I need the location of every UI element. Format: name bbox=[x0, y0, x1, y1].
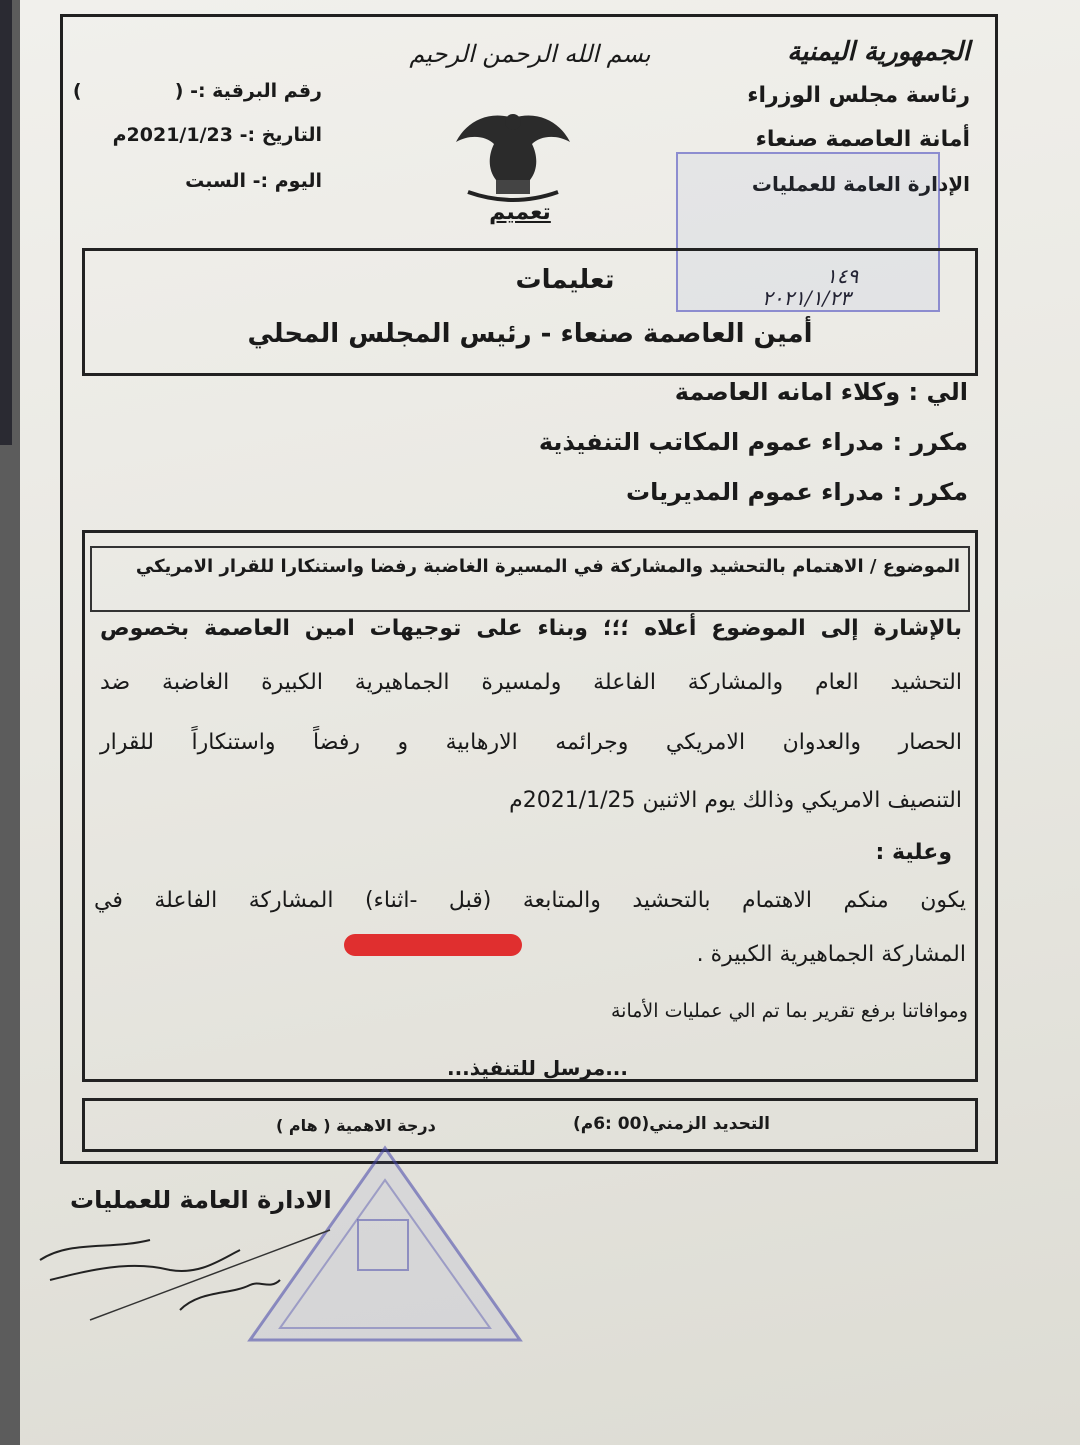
stamp-date: ٢٠٢١/١/٢٣ bbox=[762, 286, 851, 310]
ref-label: رقم البرقية :- ( bbox=[174, 80, 322, 102]
body-line-3: الحصار والعدوان الامريكي وجرائمه الارهابية و رفضاً واستنكاراً للقرار bbox=[100, 730, 962, 755]
date-value: 2021/1/23م bbox=[112, 124, 233, 146]
report-request-line: وموافاتنا برفع تقرير بما تم الي عمليات الأمانة bbox=[610, 1000, 968, 1022]
day-value: السبت bbox=[185, 170, 247, 192]
body-line-2: التحشيد العام والمشاركة الفاعلة ولمسيرة الجماهيرية الكبيرة الغاضبة ضد bbox=[100, 670, 962, 695]
ref-number-line bbox=[72, 80, 322, 102]
day-label: اليوم :- bbox=[252, 170, 322, 192]
instructions-heading: تعليمات bbox=[515, 265, 615, 295]
priority-level: درجة الاهمية ( هام ) bbox=[276, 1116, 436, 1135]
signing-department: الادارة العامة للعمليات bbox=[70, 1186, 332, 1214]
subject-line: الموضوع / الاهتمام بالتحشيد والمشاركة في المسيرة الغاضبة رفضا واستنكارا للقرار الامريكي bbox=[135, 556, 960, 577]
handwritten-signature-icon bbox=[30, 1200, 370, 1340]
sender-title: أمين العاصمة صنعاء - رئيس المجلس المحلي bbox=[247, 319, 813, 349]
ministers-label: رئاسة مجلس الوزراء bbox=[747, 83, 970, 108]
reference-block bbox=[72, 80, 322, 192]
background-edge bbox=[0, 0, 12, 445]
circular-label: تعميم bbox=[489, 200, 551, 225]
department-label: الإدارة العامة للعمليات bbox=[751, 172, 970, 196]
sent-for-execution: ...مرسل للتنفيذ... bbox=[446, 1056, 628, 1080]
red-redaction-mark bbox=[344, 934, 522, 956]
date-label: التاريخ :- bbox=[239, 124, 322, 146]
body-line-5: يكون منكم الاهتمام بالتحشيد والمتابعة (قبل -اثناء) المشاركة الفاعلة في bbox=[94, 888, 966, 913]
title-box bbox=[82, 248, 978, 376]
body-line-4: التنصيف الامريكي وذالك يوم الاثنين 2021/1/25م bbox=[509, 788, 962, 813]
date-line bbox=[82, 124, 322, 146]
stamp-number: ١٤٩ bbox=[826, 264, 859, 288]
recipient-to: الي : وكلاء امانه العاصمة bbox=[674, 378, 968, 406]
body-line-6: المشاركة الجماهيرية الكبيرة . bbox=[696, 942, 966, 967]
republic-label: الجمهورية اليمنية bbox=[787, 37, 970, 67]
recipient-cc-districts: مكرر : مدراء عموم المديريات bbox=[625, 478, 968, 506]
day-line bbox=[82, 170, 322, 192]
capital-label: أمانة العاصمة صنعاء bbox=[755, 127, 970, 152]
footer-box bbox=[82, 1098, 978, 1152]
ref-close: ) bbox=[72, 80, 82, 102]
eagle-emblem-icon bbox=[448, 100, 578, 205]
time-limit: التحديد الزمني(00 :6م) bbox=[572, 1114, 770, 1134]
accordingly-label: وعلية : bbox=[875, 840, 952, 865]
recipient-cc-offices: مكرر : مدراء عموم المكاتب التنفيذية bbox=[538, 428, 968, 456]
body-line-1: بالإشارة إلى الموضوع أعلاه ؛؛؛ وبناء على توجيهات امين العاصمة بخصوص bbox=[100, 616, 962, 641]
basmala: بسم الله الرحمن الرحيم bbox=[409, 40, 651, 68]
